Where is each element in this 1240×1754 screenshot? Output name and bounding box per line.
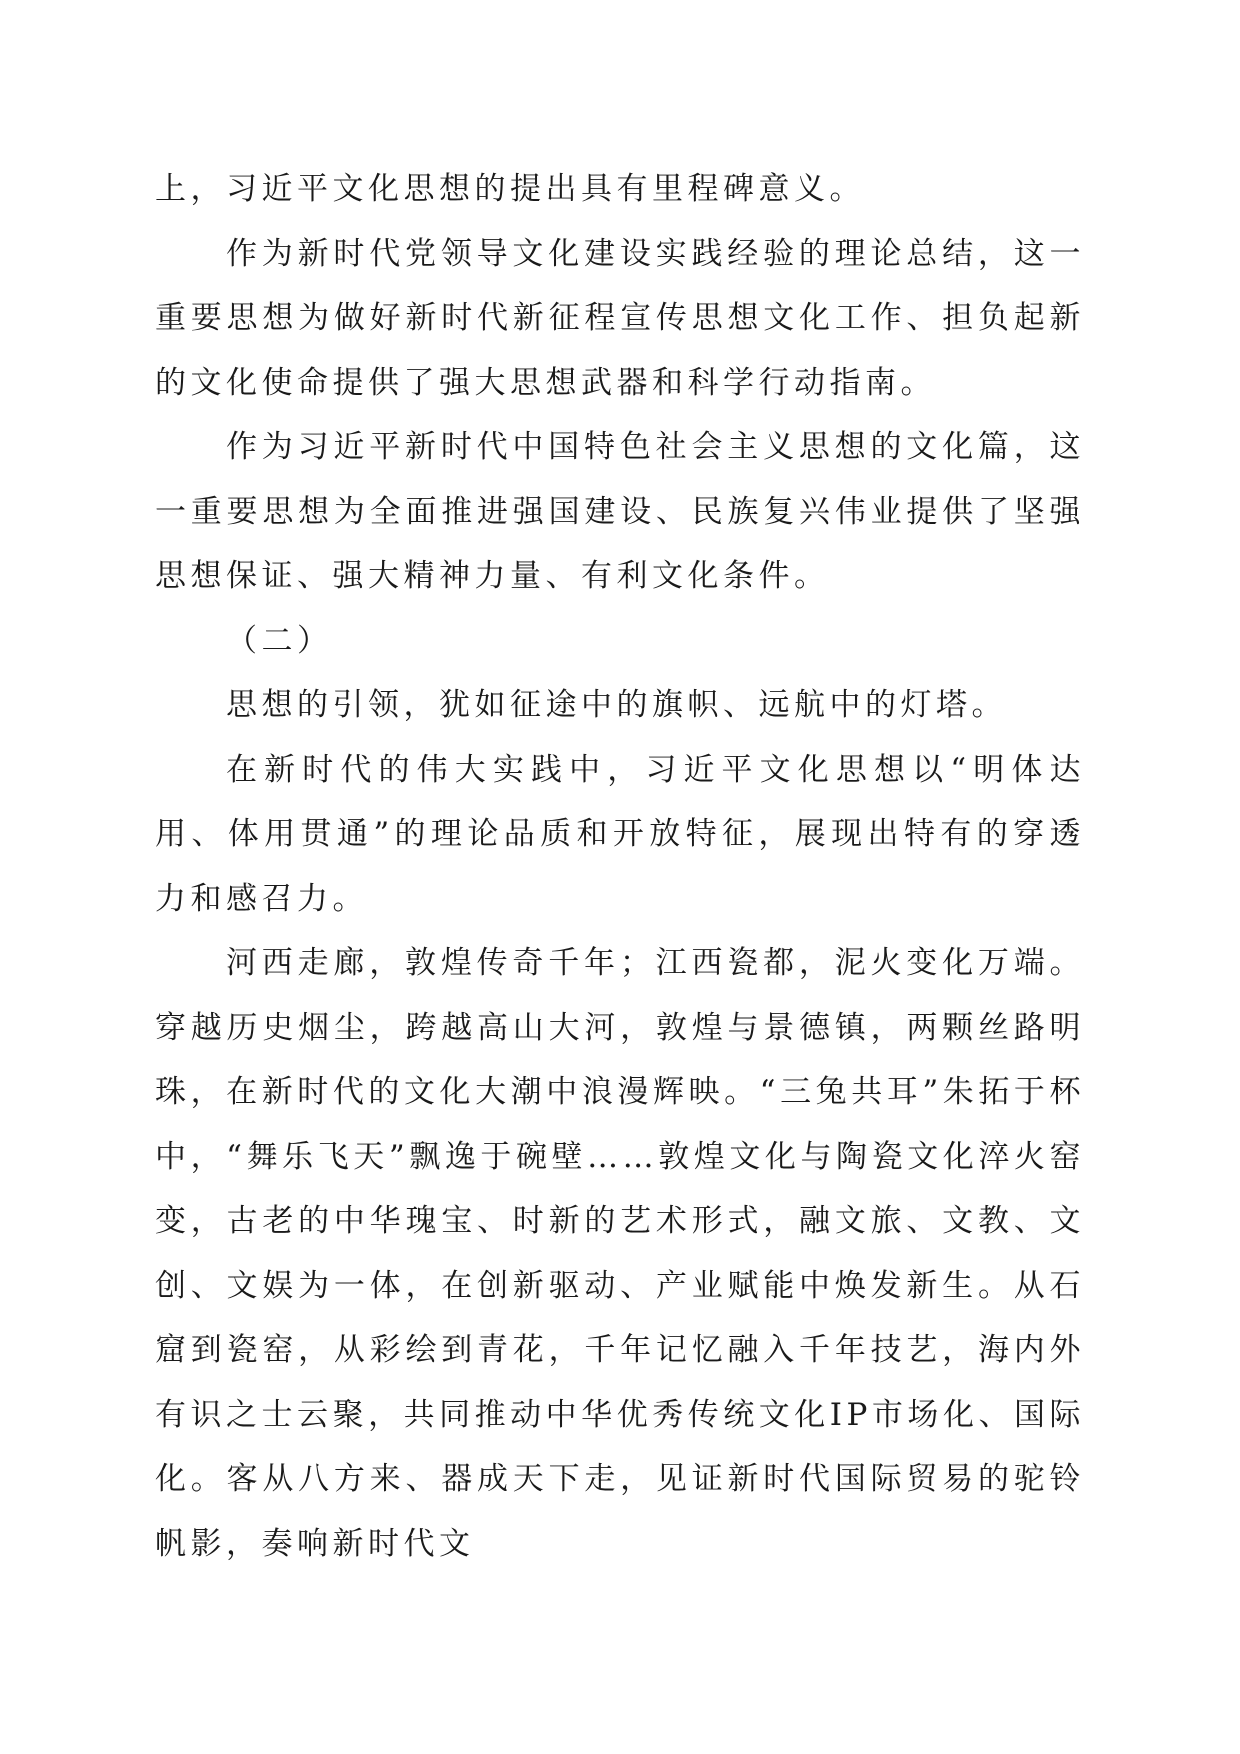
section-heading: （二） xyxy=(226,622,333,659)
document-body xyxy=(155,157,1085,1576)
paragraph-continuation: 上，习近平文化思想的提出具有里程碑意义。 xyxy=(155,171,865,207)
paragraph-cultural-chapter: 作为习近平新时代中国特色社会主义思想的文化篇，这一重要思想为全面推进强国建设、民族复兴伟业提供了坚强思想保证、强大精神力量、有利文化条件。 xyxy=(155,429,1085,594)
paragraph-great-practice: 在新时代的伟大实践中，习近平文化思想以“明体达用、体用贯通”的理论品质和开放特征，展现出特有的穿透力和感召力。 xyxy=(155,751,1085,917)
paragraph-dunhuang-jingdezhen: 河西走廊，敦煌传奇千年；江西瓷都，泥火变化万端。穿越历史烟尘，跨越高山大河，敦煌与景德镇，两颗丝路明珠，在新时代的文化大潮中浪漫辉映。“三兔共耳”朱拓于杯中，“舞乐飞天”飘逸于碗壁……敦煌文化与陶瓷文化淬火窑变，古老的中华瑰宝、时新的艺术形式，融文旅、文教、文创、文娱为一体，在创新驱动、产业赋能中焕发新生。从石窟到瓷窑，从彩绘到青花，千年记忆融入千年技艺，海内外有识之士云聚，共同推动中华优秀传统文化IP市场化、国际化。客从八方来、器成天下走，见证新时代国际贸易的驼铃帆影，奏响新时代文 xyxy=(155,945,1085,1562)
paragraph-theoretical-summary: 作为新时代党领导文化建设实践经验的理论总结，这一重要思想为做好新时代新征程宣传思想文化工作、担负起新的文化使命提供了强大思想武器和科学行动指南。 xyxy=(155,235,1085,401)
paragraph-guidance: 思想的引领，犹如征途中的旗帜、远航中的灯塔。 xyxy=(226,687,1007,723)
